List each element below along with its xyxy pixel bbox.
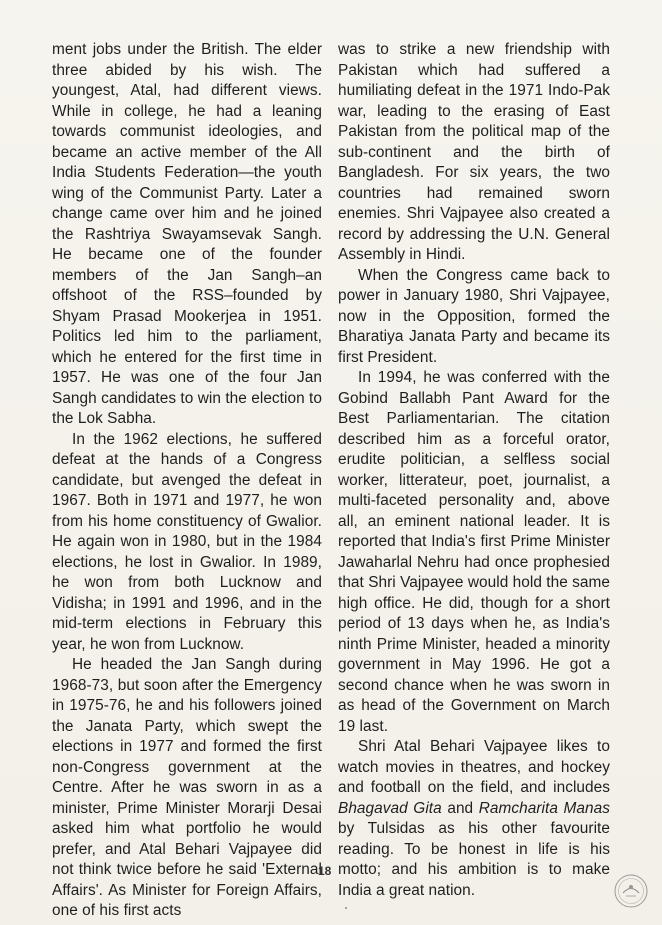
paragraph-text: by Tulsidas as his other favourite reading. To be honest in life is his motto; and his ambition is to make India a great nation.: [338, 820, 610, 899]
right-paragraph-4: [338, 737, 610, 901]
paragraph-text: and: [441, 799, 479, 817]
left-paragraph-2: In the 1962 elections, he suffered defeat at the hands of a Congress candidate, but avenged the defeat in 1967. Both in 1971 and 1977, he won from his home constituency of Gwalior. He again won in 1980, but in the 1984 elections, he lost in Gwalior. In 1989, he won from both Lucknow and Vidisha; in 1991 and 1996, and in the mid-term elections in February this year, he won from Lucknow.: [52, 430, 322, 653]
left-paragraph-1: ment jobs under the British. The elder three abided by his wish. The youngest, Atal, had different views. While in college, he had a leaning towards communist ideologies, and became an active member of the All India Students Federation—the youth wing of the Communist Party. Later a change came over him and he joined the Rashtriya Swayamsevak Sangh. He became one of the founder members of the Jan Sangh–an offshoot of the RSS–founded by Shyam Prasad Mookerjea in 1951. Politics led him to the parliament, which he entered for the first time in 1957. He was one of the four Jan Sangh candidates to win the election to the Lok Sabha.: [52, 41, 322, 427]
library-stamp-icon: [612, 872, 650, 910]
scan-speck: [345, 907, 347, 909]
right-paragraph-1: was to strike a new friendship with Pakistan which had suffered a humiliating defeat in the 1971 Indo-Pak war, leading to the erasing of East Pakistan from the political map of the sub-continent and the birth of Bangladesh. For six years, the two countries had remained sworn enemies. Shri Vajpayee also created a record by addressing the U.N. General Assembly in Hindi.: [338, 41, 610, 263]
left-column: [52, 40, 322, 922]
paragraph-text: Shri Atal Behari Vajpayee likes to watch movies in theatres, and hockey and football on the field, and includes: [338, 738, 610, 796]
book-title-ramcharita: Ramcharita Manas: [478, 799, 610, 817]
right-paragraph-3: In 1994, he was conferred with the Gobind Ballabh Pant Award for the Best Parliamentarian. The citation described him as a forceful orator, erudite politician, a selfless social worker, litterateur, poet, journalist, a multi-faceted personality and, above all, an eminent national leader. It is reported that India's first Prime Minister Jawaharlal Nehru had once prophesied that Shri Vajpayee would hold the same high office. He did, though for a short period of 13 days when he, as India's ninth Prime Minister, headed a minority government in May 1996. He got a second chance when he was sworn in as head of the Government on March 19 last.: [338, 369, 610, 735]
right-paragraph-2: When the Congress came back to power in January 1980, Shri Vajpayee, now in the Opposition, formed the Bharatiya Janata Party and became its first President.: [338, 266, 610, 366]
left-paragraph-3: He headed the Jan Sangh during 1968-73, but soon after the Emergency in 1975-76, he and his followers joined the Janata Party, which swept the elections in 1977 and formed the first non-Congress government at the Centre. After he was sworn in as a minister, Prime Minister Morarji Desai asked him what portfolio he would prefer, and Atal Behari Vajpayee did not think twice before he said 'External Affairs'. As Minister for Foreign Affairs, one of his first acts: [52, 656, 322, 919]
page-number: 18: [318, 864, 332, 878]
book-title-gita: Bhagavad Gita: [338, 799, 442, 817]
right-column: [338, 40, 610, 901]
